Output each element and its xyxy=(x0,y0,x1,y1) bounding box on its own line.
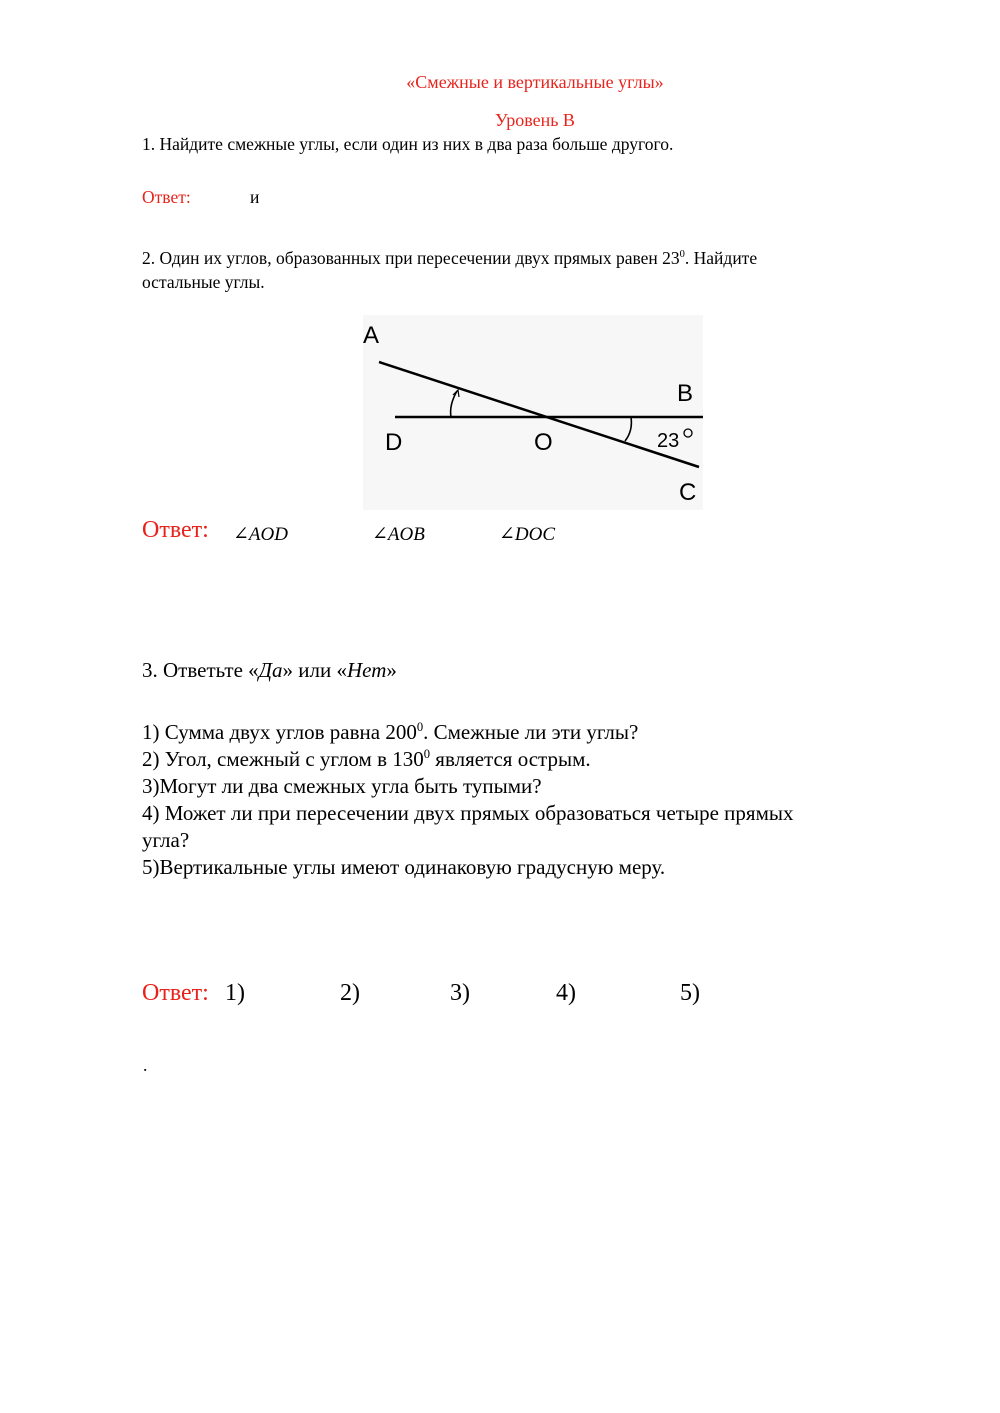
q2-text: 2) Угол, смежный с углом в 130 xyxy=(142,747,424,771)
task3-heading-no: Нет xyxy=(347,658,387,682)
answer-angle-aod: ∠AOD xyxy=(233,524,288,545)
answer-angle-doc: ∠DOC xyxy=(499,524,556,545)
task3-answer-label: Ответ: xyxy=(142,980,209,1006)
task1-answer-label: Ответ: xyxy=(142,187,191,207)
task3-question-3: 3)Могут ли два смежных угла быть тупыми? xyxy=(142,774,542,798)
answer-slot-3: 3) xyxy=(450,980,470,1006)
answer-slot-5: 5) xyxy=(680,980,700,1006)
task2-question-text: 2. Один их углов, образованных при пересечении двух прямых равен 23 xyxy=(142,248,680,268)
task3-question-1 xyxy=(142,720,638,745)
task2-question-line1 xyxy=(142,248,757,269)
q1-degree: 0 xyxy=(416,720,424,734)
trailing-dot: . xyxy=(143,1055,148,1075)
q1-tail: . Смежные ли эти углы? xyxy=(423,720,639,744)
task3-heading-mid: » или « xyxy=(282,658,348,682)
intersecting-lines-diagram xyxy=(363,315,703,510)
point-label-O: O xyxy=(534,429,553,456)
task1-question: 1. Найдите смежные углы, если один из них в два раза больше другого. xyxy=(142,134,674,154)
task2-question-tail: . Найдите xyxy=(684,248,758,268)
answer-slot-1: 1) xyxy=(225,980,245,1006)
task2-answer-label: Ответ: xyxy=(142,517,209,543)
task3-heading-end: » xyxy=(386,658,397,682)
task3-heading xyxy=(142,658,397,683)
point-label-C: C xyxy=(679,479,697,506)
q1-text: 1) Сумма двух углов равна 200 xyxy=(142,720,417,744)
level-heading: Уровень В xyxy=(495,110,575,130)
answer-angle-aob: ∠AOB xyxy=(372,524,425,545)
angle-value-label: 23 xyxy=(657,430,680,452)
task3-question-4-line1: 4) Может ли при пересечении двух прямых образоваться четыре прямых xyxy=(142,801,794,825)
task3-question-2 xyxy=(142,747,591,772)
task3-question-4-line2: угла? xyxy=(142,828,190,852)
q2-tail: является острым. xyxy=(430,747,591,771)
task1-connector: и xyxy=(250,187,260,207)
q2-degree: 0 xyxy=(423,747,431,761)
worksheet-title: «Смежные и вертикальные углы» xyxy=(406,72,664,92)
task3-question-5: 5)Вертикальные углы имеют одинаковую градусную меру. xyxy=(142,855,666,879)
point-label-D: D xyxy=(385,429,403,456)
task3-heading-start: 3. Ответьте « xyxy=(142,658,259,682)
point-label-A: A xyxy=(363,322,380,349)
task2-question-line2: остальные углы. xyxy=(142,272,265,292)
degree-superscript: 0 xyxy=(679,249,685,261)
answer-slot-2: 2) xyxy=(340,980,360,1006)
answer-slot-4: 4) xyxy=(556,980,576,1006)
task3-heading-yes: Да xyxy=(258,658,283,682)
point-label-B: B xyxy=(677,380,694,407)
